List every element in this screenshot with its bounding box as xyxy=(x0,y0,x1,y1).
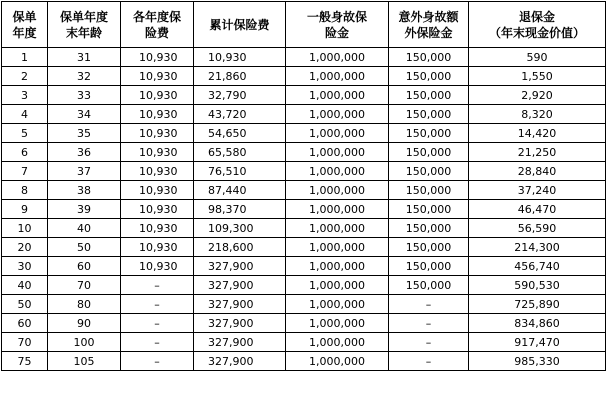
cell-accidental-benefit: 150,000 xyxy=(389,219,469,238)
cell-policy-year: 5 xyxy=(2,124,48,143)
cell-death-benefit: 1,000,000 xyxy=(286,143,389,162)
cell-age: 37 xyxy=(48,162,121,181)
cell-annual-premium: 10,930 xyxy=(121,162,194,181)
table-row xyxy=(2,67,606,86)
cell-death-benefit: 1,000,000 xyxy=(286,276,389,295)
cell-accidental-benefit: – xyxy=(389,295,469,314)
cell-death-benefit: 1,000,000 xyxy=(286,352,389,371)
cell-annual-premium: 10,930 xyxy=(121,181,194,200)
cell-accidental-benefit: – xyxy=(389,333,469,352)
table-row xyxy=(2,238,606,257)
cell-accidental-benefit: 150,000 xyxy=(389,143,469,162)
header-row xyxy=(2,2,606,48)
cell-age: 70 xyxy=(48,276,121,295)
cell-accidental-benefit: 150,000 xyxy=(389,67,469,86)
cell-cumulative-premium: 10,930 xyxy=(194,48,286,67)
cell-surrender-value: 28,840 xyxy=(469,162,606,181)
cell-cumulative-premium: 327,900 xyxy=(194,352,286,371)
table-row xyxy=(2,219,606,238)
cell-accidental-benefit: 150,000 xyxy=(389,124,469,143)
cell-death-benefit: 1,000,000 xyxy=(286,86,389,105)
cell-accidental-benefit: – xyxy=(389,314,469,333)
cell-policy-year: 70 xyxy=(2,333,48,352)
cell-age: 100 xyxy=(48,333,121,352)
cell-cumulative-premium: 43,720 xyxy=(194,105,286,124)
table-row xyxy=(2,48,606,67)
header-age-at-year-end: 保单年度 末年龄 xyxy=(48,2,121,48)
cell-age: 50 xyxy=(48,238,121,257)
header-cumulative-premium: 累计保险费 xyxy=(194,2,286,48)
header-death-benefit: 一般身故保 险金 xyxy=(286,2,389,48)
cell-surrender-value: 456,740 xyxy=(469,257,606,276)
cell-death-benefit: 1,000,000 xyxy=(286,314,389,333)
insurance-benefit-table xyxy=(1,1,606,371)
cell-death-benefit: 1,000,000 xyxy=(286,67,389,86)
cell-accidental-benefit: 150,000 xyxy=(389,238,469,257)
cell-surrender-value: 46,470 xyxy=(469,200,606,219)
cell-accidental-benefit: – xyxy=(389,352,469,371)
cell-age: 90 xyxy=(48,314,121,333)
cell-death-benefit: 1,000,000 xyxy=(286,162,389,181)
cell-age: 39 xyxy=(48,200,121,219)
cell-policy-year: 2 xyxy=(2,67,48,86)
cell-death-benefit: 1,000,000 xyxy=(286,238,389,257)
cell-surrender-value: 14,420 xyxy=(469,124,606,143)
cell-policy-year: 60 xyxy=(2,314,48,333)
cell-accidental-benefit: 150,000 xyxy=(389,162,469,181)
cell-age: 35 xyxy=(48,124,121,143)
cell-annual-premium: 10,930 xyxy=(121,257,194,276)
cell-policy-year: 75 xyxy=(2,352,48,371)
cell-annual-premium: 10,930 xyxy=(121,48,194,67)
header-surrender-value: 退保金 （年末现金价值） xyxy=(469,2,606,48)
cell-death-benefit: 1,000,000 xyxy=(286,219,389,238)
table-row xyxy=(2,295,606,314)
cell-annual-premium: 10,930 xyxy=(121,238,194,257)
table-row xyxy=(2,86,606,105)
cell-policy-year: 30 xyxy=(2,257,48,276)
cell-annual-premium: 10,930 xyxy=(121,105,194,124)
cell-annual-premium: 10,930 xyxy=(121,143,194,162)
cell-surrender-value: 590,530 xyxy=(469,276,606,295)
table-row xyxy=(2,105,606,124)
cell-accidental-benefit: 150,000 xyxy=(389,276,469,295)
cell-age: 80 xyxy=(48,295,121,314)
table-row xyxy=(2,162,606,181)
cell-surrender-value: 590 xyxy=(469,48,606,67)
cell-age: 34 xyxy=(48,105,121,124)
cell-annual-premium: 10,930 xyxy=(121,86,194,105)
cell-cumulative-premium: 327,900 xyxy=(194,257,286,276)
cell-policy-year: 7 xyxy=(2,162,48,181)
cell-surrender-value: 37,240 xyxy=(469,181,606,200)
cell-age: 36 xyxy=(48,143,121,162)
cell-policy-year: 4 xyxy=(2,105,48,124)
cell-cumulative-premium: 65,580 xyxy=(194,143,286,162)
table-row xyxy=(2,143,606,162)
cell-age: 40 xyxy=(48,219,121,238)
cell-age: 60 xyxy=(48,257,121,276)
cell-surrender-value: 2,920 xyxy=(469,86,606,105)
cell-cumulative-premium: 76,510 xyxy=(194,162,286,181)
cell-policy-year: 50 xyxy=(2,295,48,314)
cell-age: 32 xyxy=(48,67,121,86)
cell-surrender-value: 214,300 xyxy=(469,238,606,257)
cell-age: 105 xyxy=(48,352,121,371)
cell-death-benefit: 1,000,000 xyxy=(286,295,389,314)
cell-annual-premium: 10,930 xyxy=(121,67,194,86)
cell-policy-year: 10 xyxy=(2,219,48,238)
cell-annual-premium: 10,930 xyxy=(121,124,194,143)
cell-surrender-value: 21,250 xyxy=(469,143,606,162)
cell-policy-year: 1 xyxy=(2,48,48,67)
cell-accidental-benefit: 150,000 xyxy=(389,105,469,124)
cell-death-benefit: 1,000,000 xyxy=(286,181,389,200)
cell-cumulative-premium: 21,860 xyxy=(194,67,286,86)
cell-annual-premium: – xyxy=(121,276,194,295)
cell-cumulative-premium: 327,900 xyxy=(194,333,286,352)
cell-annual-premium: – xyxy=(121,295,194,314)
cell-death-benefit: 1,000,000 xyxy=(286,200,389,219)
cell-age: 33 xyxy=(48,86,121,105)
cell-cumulative-premium: 327,900 xyxy=(194,314,286,333)
table-row xyxy=(2,124,606,143)
cell-surrender-value: 8,320 xyxy=(469,105,606,124)
header-policy-year: 保单 年度 xyxy=(2,2,48,48)
cell-cumulative-premium: 54,650 xyxy=(194,124,286,143)
cell-death-benefit: 1,000,000 xyxy=(286,257,389,276)
cell-policy-year: 3 xyxy=(2,86,48,105)
cell-cumulative-premium: 218,600 xyxy=(194,238,286,257)
table-row xyxy=(2,352,606,371)
cell-age: 38 xyxy=(48,181,121,200)
cell-accidental-benefit: 150,000 xyxy=(389,200,469,219)
cell-death-benefit: 1,000,000 xyxy=(286,333,389,352)
cell-accidental-benefit: 150,000 xyxy=(389,86,469,105)
cell-policy-year: 6 xyxy=(2,143,48,162)
table-row xyxy=(2,314,606,333)
cell-cumulative-premium: 327,900 xyxy=(194,295,286,314)
table-row xyxy=(2,181,606,200)
cell-annual-premium: 10,930 xyxy=(121,200,194,219)
table-row xyxy=(2,257,606,276)
cell-cumulative-premium: 32,790 xyxy=(194,86,286,105)
table-row xyxy=(2,200,606,219)
table-row xyxy=(2,276,606,295)
cell-surrender-value: 985,330 xyxy=(469,352,606,371)
cell-death-benefit: 1,000,000 xyxy=(286,48,389,67)
header-annual-premium: 各年度保 险费 xyxy=(121,2,194,48)
table-body xyxy=(2,48,606,371)
cell-annual-premium: 10,930 xyxy=(121,219,194,238)
cell-death-benefit: 1,000,000 xyxy=(286,105,389,124)
cell-accidental-benefit: 150,000 xyxy=(389,181,469,200)
cell-surrender-value: 917,470 xyxy=(469,333,606,352)
cell-death-benefit: 1,000,000 xyxy=(286,124,389,143)
cell-policy-year: 40 xyxy=(2,276,48,295)
cell-surrender-value: 834,860 xyxy=(469,314,606,333)
cell-cumulative-premium: 109,300 xyxy=(194,219,286,238)
cell-cumulative-premium: 327,900 xyxy=(194,276,286,295)
cell-policy-year: 9 xyxy=(2,200,48,219)
cell-accidental-benefit: 150,000 xyxy=(389,257,469,276)
cell-policy-year: 20 xyxy=(2,238,48,257)
cell-accidental-benefit: 150,000 xyxy=(389,48,469,67)
cell-cumulative-premium: 98,370 xyxy=(194,200,286,219)
cell-annual-premium: – xyxy=(121,333,194,352)
cell-cumulative-premium: 87,440 xyxy=(194,181,286,200)
cell-policy-year: 8 xyxy=(2,181,48,200)
cell-annual-premium: – xyxy=(121,352,194,371)
header-accidental-death-benefit: 意外身故额 外保险金 xyxy=(389,2,469,48)
cell-age: 31 xyxy=(48,48,121,67)
table-row xyxy=(2,333,606,352)
cell-surrender-value: 725,890 xyxy=(469,295,606,314)
cell-surrender-value: 1,550 xyxy=(469,67,606,86)
cell-annual-premium: – xyxy=(121,314,194,333)
cell-surrender-value: 56,590 xyxy=(469,219,606,238)
